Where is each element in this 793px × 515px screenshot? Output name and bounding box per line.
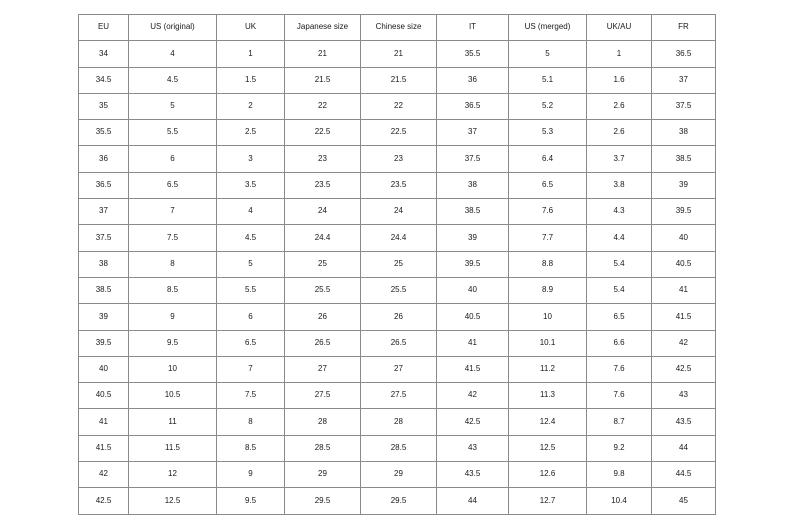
table-cell: 2.5	[217, 120, 285, 146]
table-cell: 34.5	[79, 67, 129, 93]
column-header-fr: FR	[652, 15, 716, 41]
table-cell: 5.5	[217, 277, 285, 303]
table-cell: 23.5	[361, 172, 437, 198]
table-cell: 28	[361, 409, 437, 435]
table-cell: 12.6	[509, 462, 587, 488]
table-cell: 8.9	[509, 277, 587, 303]
column-header-chinese-size: Chinese size	[361, 15, 437, 41]
table-cell: 2.6	[587, 120, 652, 146]
table-row	[79, 225, 716, 251]
table-cell: 38.5	[652, 146, 716, 172]
table-cell: 42.5	[79, 488, 129, 514]
table-cell: 35.5	[79, 120, 129, 146]
table-cell: 38.5	[79, 277, 129, 303]
table-cell: 40.5	[437, 304, 509, 330]
table-cell: 8.7	[587, 409, 652, 435]
table-cell: 4	[129, 41, 217, 67]
table-row	[79, 356, 716, 382]
table-cell: 37.5	[437, 146, 509, 172]
table-cell: 40	[79, 356, 129, 382]
table-cell: 35.5	[437, 41, 509, 67]
table-cell: 7	[129, 199, 217, 225]
table-cell: 42.5	[652, 356, 716, 382]
table-cell: 38.5	[437, 199, 509, 225]
table-row	[79, 93, 716, 119]
table-cell: 7.6	[587, 383, 652, 409]
table-cell: 26	[285, 304, 361, 330]
table-cell: 29.5	[285, 488, 361, 514]
table-cell: 11.2	[509, 356, 587, 382]
table-cell: 27.5	[361, 383, 437, 409]
table-cell: 4.3	[587, 199, 652, 225]
table-cell: 6.5	[587, 304, 652, 330]
table-cell: 1.5	[217, 67, 285, 93]
table-cell: 28.5	[285, 435, 361, 461]
table-cell: 12.5	[509, 435, 587, 461]
table-cell: 39.5	[652, 199, 716, 225]
table-cell: 5.4	[587, 251, 652, 277]
shoe-size-conversion-table	[78, 14, 716, 515]
table-cell: 6.5	[509, 172, 587, 198]
table-cell: 42.5	[437, 409, 509, 435]
table-row	[79, 304, 716, 330]
table-cell: 29.5	[361, 488, 437, 514]
table-cell: 21.5	[361, 67, 437, 93]
table-cell: 22.5	[361, 120, 437, 146]
table-cell: 3.8	[587, 172, 652, 198]
table-cell: 3	[217, 146, 285, 172]
column-header-us-original: US (original)	[129, 15, 217, 41]
table-cell: 7.6	[509, 199, 587, 225]
table-cell: 12	[129, 462, 217, 488]
table-cell: 43.5	[437, 462, 509, 488]
table-cell: 6.5	[217, 330, 285, 356]
table-cell: 6.5	[129, 172, 217, 198]
column-header-it: IT	[437, 15, 509, 41]
table-cell: 43	[437, 435, 509, 461]
table-cell: 41.5	[437, 356, 509, 382]
table-cell: 39	[652, 172, 716, 198]
table-cell: 28.5	[361, 435, 437, 461]
table-cell: 5.4	[587, 277, 652, 303]
table-cell: 45	[652, 488, 716, 514]
table-cell: 9.2	[587, 435, 652, 461]
table-cell: 24	[361, 199, 437, 225]
table-cell: 34	[79, 41, 129, 67]
table-cell: 24.4	[361, 225, 437, 251]
table-cell: 44	[437, 488, 509, 514]
column-header-us-merged: US (merged)	[509, 15, 587, 41]
table-cell: 6	[129, 146, 217, 172]
table-body	[79, 41, 716, 514]
table-cell: 44	[652, 435, 716, 461]
table-cell: 7.5	[217, 383, 285, 409]
table-cell: 42	[79, 462, 129, 488]
table-cell: 36	[79, 146, 129, 172]
table-cell: 10	[509, 304, 587, 330]
table-cell: 9	[129, 304, 217, 330]
table-cell: 25.5	[361, 277, 437, 303]
column-header-japanese-size: Japanese size	[285, 15, 361, 41]
table-cell: 4.5	[217, 225, 285, 251]
table-cell: 10.5	[129, 383, 217, 409]
table-cell: 10.4	[587, 488, 652, 514]
table-cell: 39	[79, 304, 129, 330]
table-cell: 26.5	[361, 330, 437, 356]
table-cell: 12.5	[129, 488, 217, 514]
table-cell: 26.5	[285, 330, 361, 356]
table-cell: 7	[217, 356, 285, 382]
table-cell: 6	[217, 304, 285, 330]
table-cell: 36.5	[437, 93, 509, 119]
column-header-uk: UK	[217, 15, 285, 41]
table-row	[79, 172, 716, 198]
table-row	[79, 41, 716, 67]
table-cell: 36.5	[79, 172, 129, 198]
table-cell: 25	[361, 251, 437, 277]
table-cell: 9.5	[217, 488, 285, 514]
table-header-row	[79, 15, 716, 41]
table-row	[79, 383, 716, 409]
table-cell: 37.5	[79, 225, 129, 251]
table-cell: 4.5	[129, 67, 217, 93]
table-row	[79, 146, 716, 172]
table-cell: 22.5	[285, 120, 361, 146]
table-cell: 8.5	[129, 277, 217, 303]
table-cell: 21	[361, 41, 437, 67]
table-cell: 7.6	[587, 356, 652, 382]
table-cell: 8.5	[217, 435, 285, 461]
table-row	[79, 462, 716, 488]
table-cell: 3.5	[217, 172, 285, 198]
table-cell: 5.2	[509, 93, 587, 119]
table-cell: 7.7	[509, 225, 587, 251]
table-cell: 5.5	[129, 120, 217, 146]
table-cell: 6.6	[587, 330, 652, 356]
table-cell: 1	[217, 41, 285, 67]
table-cell: 41.5	[652, 304, 716, 330]
table-cell: 8	[129, 251, 217, 277]
table-cell: 39.5	[79, 330, 129, 356]
table-row	[79, 120, 716, 146]
table-cell: 9.5	[129, 330, 217, 356]
table-cell: 43.5	[652, 409, 716, 435]
table-row	[79, 199, 716, 225]
table-cell: 42	[652, 330, 716, 356]
table-cell: 5	[509, 41, 587, 67]
table-cell: 5	[129, 93, 217, 119]
table-cell: 23	[361, 146, 437, 172]
table-cell: 12.4	[509, 409, 587, 435]
table-cell: 24	[285, 199, 361, 225]
table-cell: 25	[285, 251, 361, 277]
table-cell: 40.5	[652, 251, 716, 277]
table-cell: 21	[285, 41, 361, 67]
table-cell: 4.4	[587, 225, 652, 251]
table-cell: 5	[217, 251, 285, 277]
table-cell: 24.4	[285, 225, 361, 251]
table-cell: 42	[437, 383, 509, 409]
table-cell: 40.5	[79, 383, 129, 409]
table-cell: 41.5	[79, 435, 129, 461]
table-cell: 5.1	[509, 67, 587, 93]
table-cell: 29	[285, 462, 361, 488]
table-cell: 29	[361, 462, 437, 488]
table-cell: 37	[79, 199, 129, 225]
table-cell: 41	[652, 277, 716, 303]
table-cell: 28	[285, 409, 361, 435]
table-cell: 27.5	[285, 383, 361, 409]
table-cell: 38	[437, 172, 509, 198]
table-cell: 40	[437, 277, 509, 303]
table-row	[79, 409, 716, 435]
table-cell: 35	[79, 93, 129, 119]
table-cell: 23	[285, 146, 361, 172]
table-row	[79, 251, 716, 277]
table-row	[79, 67, 716, 93]
table-row	[79, 330, 716, 356]
shoe-size-conversion-table-container	[78, 14, 715, 515]
table-cell: 1.6	[587, 67, 652, 93]
table-cell: 38	[652, 120, 716, 146]
table-cell: 1	[587, 41, 652, 67]
table-cell: 4	[217, 199, 285, 225]
table-cell: 38	[79, 251, 129, 277]
table-cell: 22	[361, 93, 437, 119]
table-cell: 2	[217, 93, 285, 119]
table-cell: 36.5	[652, 41, 716, 67]
table-cell: 10	[129, 356, 217, 382]
table-cell: 11.3	[509, 383, 587, 409]
table-cell: 41	[79, 409, 129, 435]
table-cell: 10.1	[509, 330, 587, 356]
table-cell: 37	[437, 120, 509, 146]
table-cell: 37	[652, 67, 716, 93]
table-row	[79, 435, 716, 461]
table-header	[79, 15, 716, 41]
table-cell: 11	[129, 409, 217, 435]
table-cell: 9.8	[587, 462, 652, 488]
table-cell: 27	[361, 356, 437, 382]
table-cell: 23.5	[285, 172, 361, 198]
table-cell: 40	[652, 225, 716, 251]
table-cell: 11.5	[129, 435, 217, 461]
table-cell: 25.5	[285, 277, 361, 303]
table-cell: 21.5	[285, 67, 361, 93]
table-cell: 12.7	[509, 488, 587, 514]
table-cell: 3.7	[587, 146, 652, 172]
table-cell: 39	[437, 225, 509, 251]
table-cell: 36	[437, 67, 509, 93]
table-cell: 44.5	[652, 462, 716, 488]
table-row	[79, 488, 716, 514]
table-cell: 41	[437, 330, 509, 356]
table-row	[79, 277, 716, 303]
table-cell: 39.5	[437, 251, 509, 277]
table-cell: 27	[285, 356, 361, 382]
table-cell: 6.4	[509, 146, 587, 172]
table-cell: 5.3	[509, 120, 587, 146]
column-header-uk-au: UK/AU	[587, 15, 652, 41]
column-header-eu: EU	[79, 15, 129, 41]
table-cell: 8.8	[509, 251, 587, 277]
table-cell: 2.6	[587, 93, 652, 119]
table-cell: 7.5	[129, 225, 217, 251]
table-cell: 22	[285, 93, 361, 119]
table-cell: 9	[217, 462, 285, 488]
table-cell: 8	[217, 409, 285, 435]
table-cell: 37.5	[652, 93, 716, 119]
table-cell: 26	[361, 304, 437, 330]
table-cell: 43	[652, 383, 716, 409]
